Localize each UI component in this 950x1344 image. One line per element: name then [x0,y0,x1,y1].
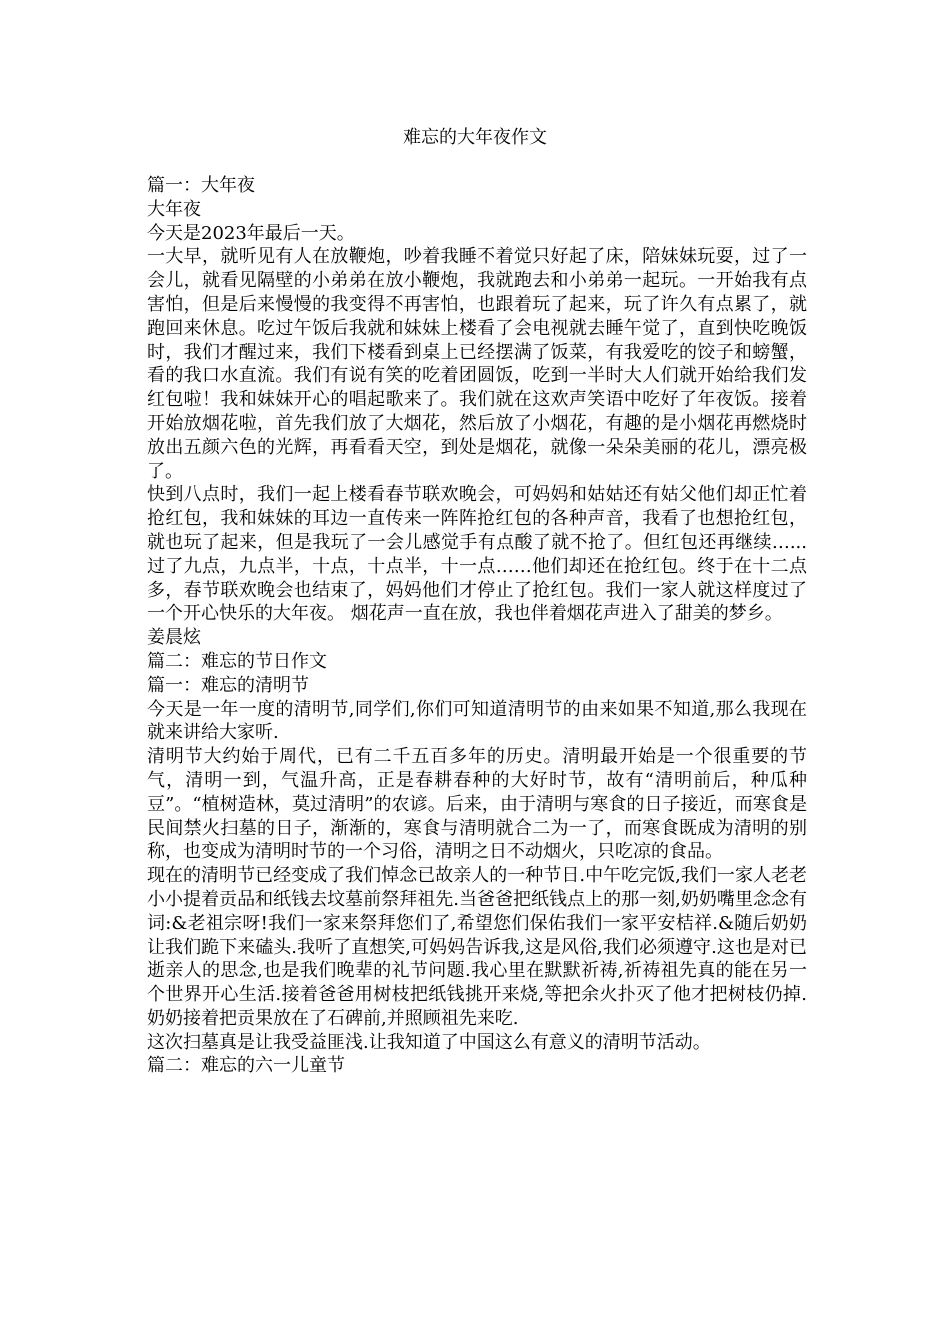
paragraph: 今天是一年一度的清明节,同学们,你们可知道清明节的由来如果不知道,那么我现在就来讲给大家听. [147,698,807,744]
section-heading: 篇一：难忘的清明节 [147,674,309,696]
paragraph: 快到八点时，我们一起上楼看春节联欢晚会，可妈妈和姑姑还有姑父他们却正忙着抢红包，我和妹妹的耳边一直传来一阵阵抢红包的各种声音，我看了也想抢红包，就也玩了起来，但是我玩了一会儿感觉手有点酸了就不抢了。但红包还再继续…...过了九点，九点半，十点，十点半，十一点……他们却还在抢红包。终于在十二点多，春节联欢晚会也结束了，妈妈他们才停止了抢红包。我们一家人就这样度过了一个开心快乐的大年夜。 烟花声一直在放，我也伴着烟花声进入了甜美的梦乡。 [147,484,807,625]
paragraph: 一大早，就听见有人在放鞭炮，吵着我睡不着觉只好起了床，陪妹妹玩耍，过了一会儿，就看见隔壁的小弟弟在放小鞭炮，我就跑去和小弟弟一起玩。一开始我有点害怕，但是后来慢慢的我变得不再害怕，也跟着玩了起来，玩了许久有点累了，就跑回来休息。吃过午饭后我就和妹妹上楼看了会电视就去睡午觉了，直到快吃晚饭时，我们才醒过来，我们下楼看到桌上已经摆满了饭菜，有我爱吃的饺子和螃蟹，看的我口水直流。我们有说有笑的吃着团圆饭，吃到一半时大人们就开始给我们发红包啦！我和妹妹开心的唱起歌来了。我们就在这欢声笑语中吃好了年夜饭。接着开始放烟花啦，首先我们放了大烟花，然后放了小烟花，有趣的是小烟花再燃烧时放出五颜六色的光辉，再看看天空，到处是烟花，就像一朵朵美丽的花儿，漂亮极了。 [147,246,807,482]
section-heading: 篇一：大年夜 [147,175,255,196]
essay-title: 大年夜 [147,198,201,220]
paragraph: 清明节大约始于周代，已有二千五百多年的历史。清明最开始是一个很重要的节气，清明一到，气温升高，正是春耕春种的大好时节，故有“清明前后，种瓜种豆”。“植树造林，莫过清明”的农谚。后来，由于清明与寒食的日子接近，而寒食是民间禁火扫墓的日子，渐渐的，寒食与清明就合二为一了，而寒食既成为清明的别称，也变成为清明时节的一个习俗，清明之日不动烟火，只吃凉的食品。 [147,746,807,863]
document-body [147,174,807,1078]
paragraph: 今天是2023年最后一天。 [147,222,355,244]
section-heading: 篇二：难忘的六一儿童节 [147,1055,345,1077]
author-name: 姜晨炫 [147,627,201,649]
paragraph: 这次扫墓真是让我受益匪浅.让我知道了中国这么有意义的清明节活动。 [147,1031,711,1053]
section-heading: 篇二：难忘的节日作文 [147,650,327,672]
document-title: 难忘的大年夜作文 [403,127,547,148]
paragraph: 现在的清明节已经变成了我们悼念已故亲人的一种节日.中午吃完饭,我们一家人老老小小提着贡品和纸钱去坟墓前祭拜祖先.当爸爸把纸钱点上的那一刻,奶奶嘴里念念有词:&老祖宗呀!我们一家来祭拜您们了,希望您们保佑我们一家平安桔祥.&随后奶奶让我们跪下来磕头.我听了直想笑,可妈妈告诉我,这是风俗,我们必须遵守.这也是对已逝亲人的思念,也是我们晚辈的礼节问题.我心里在默默祈祷,祈祷祖先真的能在另一个世界开心生活.接着爸爸用树枝把纸钱挑开来烧,等把余火扑灭了他才把树枝仍掉.奶奶接着把贡果放在了石碑前,并照顾祖先来吃. [147,865,807,1029]
